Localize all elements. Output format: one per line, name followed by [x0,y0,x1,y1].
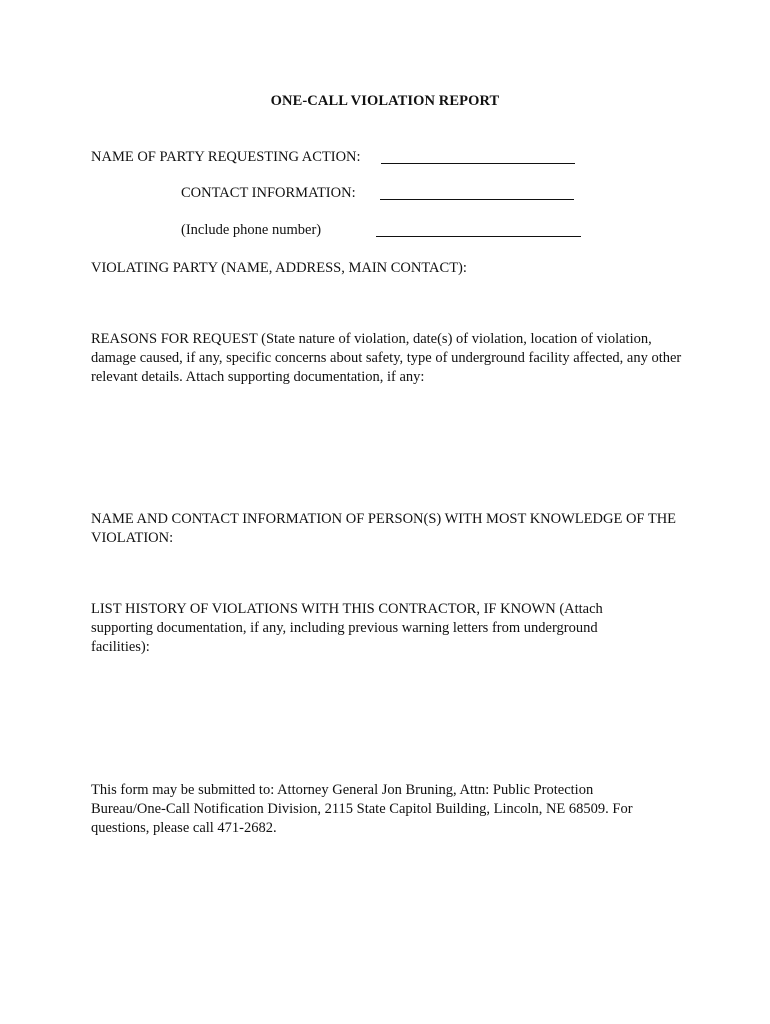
form-title: ONE-CALL VIOLATION REPORT [270,93,500,109]
phone-number-blank[interactable] [376,236,581,237]
knowledge-persons-text: NAME AND CONTACT INFORMATION OF PERSON(S) WITH MOST KNOWLEDGE OF THE VIOLATION: [91,511,677,546]
contact-info-label: CONTACT INFORMATION: [181,185,356,201]
contact-info-blank[interactable] [380,199,574,200]
violation-history-text: LIST HISTORY OF VIOLATIONS WITH THIS CONTRACTOR, IF KNOWN (Attach supporting documentation, if any, including previous warning letters from underground facilities): [91,601,603,655]
violating-party-label: VIOLATING PARTY (NAME, ADDRESS, MAIN CONTACT): [91,260,467,276]
submission-instructions-text: This form may be submitted to: Attorney General Jon Bruning, Attn: Public Protection Bureau/One-Call Notification Division, 2115 State Capitol Building, Lincoln, NE 68509. For questions, please call 471-2682. [91,782,633,836]
reasons-for-request-text: REASONS FOR REQUEST (State nature of violation, date(s) of violation, location of violation, damage caused, if any, specific concerns about safety, type of underground facility affected, any other relevant details. Attach supporting documentation, if any: [91,331,682,385]
phone-note-label: (Include phone number) [181,222,322,238]
requesting-party-blank[interactable] [381,163,575,164]
requesting-party-label: NAME OF PARTY REQUESTING ACTION: [91,149,361,165]
